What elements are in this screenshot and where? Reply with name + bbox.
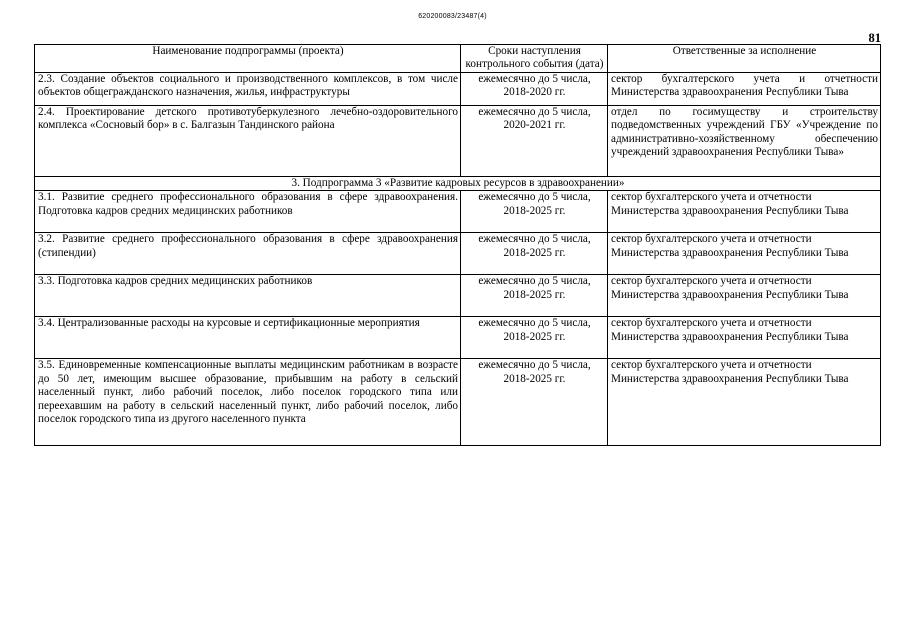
row-responsible: отдел по госимуществу и строительству подведомственных учреждений ГБУ «Учреждение по административно-хозяйственному обеспечению учреждений здравоохранения Республики Тыва» [608, 106, 881, 177]
table-header-row [35, 45, 881, 73]
table-row [35, 233, 881, 275]
table-row [35, 317, 881, 359]
row-name: 3.2. Развитие среднего профессионального образования в сфере здравоохранения (стипендии) [35, 233, 461, 275]
row-name: 3.3. Подготовка кадров средних медицинских работников [35, 275, 461, 317]
page-number: 81 [868, 31, 881, 45]
row-name: 2.3. Создание объектов социального и производственного комплексов, в том числе объектов общегражданского назначения, жилья, инфраструктуры [35, 73, 461, 106]
row-term: ежемесячно до 5 числа, 2018-2025 гг. [461, 233, 608, 275]
row-name: 3.4. Централизованные расходы на курсовые и сертификационные мероприятия [35, 317, 461, 359]
header-name: Наименование подпрограммы (проекта) [35, 45, 461, 73]
row-responsible: сектор бухгалтерского учета и отчетности Министерства здравоохранения Республики Тыва [608, 191, 881, 233]
row-name: 3.5. Единовременные компенсационные выплаты медицинским работникам в возрасте до 50 лет, имеющим высшее образование, прибывшим на работу в сельский населенный пункт, либо рабочий поселок, либо поселок городского типа или переехавшим на работу в сельский населенный пункт, либо рабочий поселок, либо поселок городского типа из другого населенного пункта [35, 359, 461, 446]
table-row [35, 106, 881, 177]
table-row [35, 73, 881, 106]
table-row [35, 191, 881, 233]
row-name: 3.1. Развитие среднего профессионального образования в сфере здравоохранения. Подготовка кадров средних медицинских работников [35, 191, 461, 233]
row-responsible: сектор бухгалтерского учета и отчетности Министерства здравоохранения Республики Тыва [608, 359, 881, 446]
control-events-table [34, 44, 881, 446]
row-term: ежемесячно до 5 числа, 2018-2020 гг. [461, 73, 608, 106]
row-responsible: сектор бухгалтерского учета и отчетности Министерства здравоохранения Республики Тыва [608, 73, 881, 106]
header-term: Сроки наступления контрольного события (дата) [461, 45, 608, 73]
header-responsible: Ответственные за исполнение [608, 45, 881, 73]
row-responsible: сектор бухгалтерского учета и отчетности Министерства здравоохранения Республики Тыва [608, 275, 881, 317]
row-term: ежемесячно до 5 числа, 2018-2025 гг. [461, 191, 608, 233]
section-header-row [35, 177, 881, 191]
row-term: ежемесячно до 5 числа, 2018-2025 гг. [461, 317, 608, 359]
section-title: 3. Подпрограмма 3 «Развитие кадровых ресурсов в здравоохранении» [35, 177, 881, 191]
row-term: ежемесячно до 5 числа, 2020-2021 гг. [461, 106, 608, 177]
row-term: ежемесячно до 5 числа, 2018-2025 гг. [461, 359, 608, 446]
table-row [35, 359, 881, 446]
row-term: ежемесячно до 5 числа, 2018-2025 гг. [461, 275, 608, 317]
document-id: 620200083/23487(4) [418, 13, 487, 20]
row-name: 2.4. Проектирование детского противотуберкулезного лечебно-оздоровительного комплекса «Сосновый бор» в с. Балгазын Тандинского района [35, 106, 461, 177]
row-responsible: сектор бухгалтерского учета и отчетности Министерства здравоохранения Республики Тыва [608, 317, 881, 359]
row-responsible: сектор бухгалтерского учета и отчетности Министерства здравоохранения Республики Тыва [608, 233, 881, 275]
table-row [35, 275, 881, 317]
